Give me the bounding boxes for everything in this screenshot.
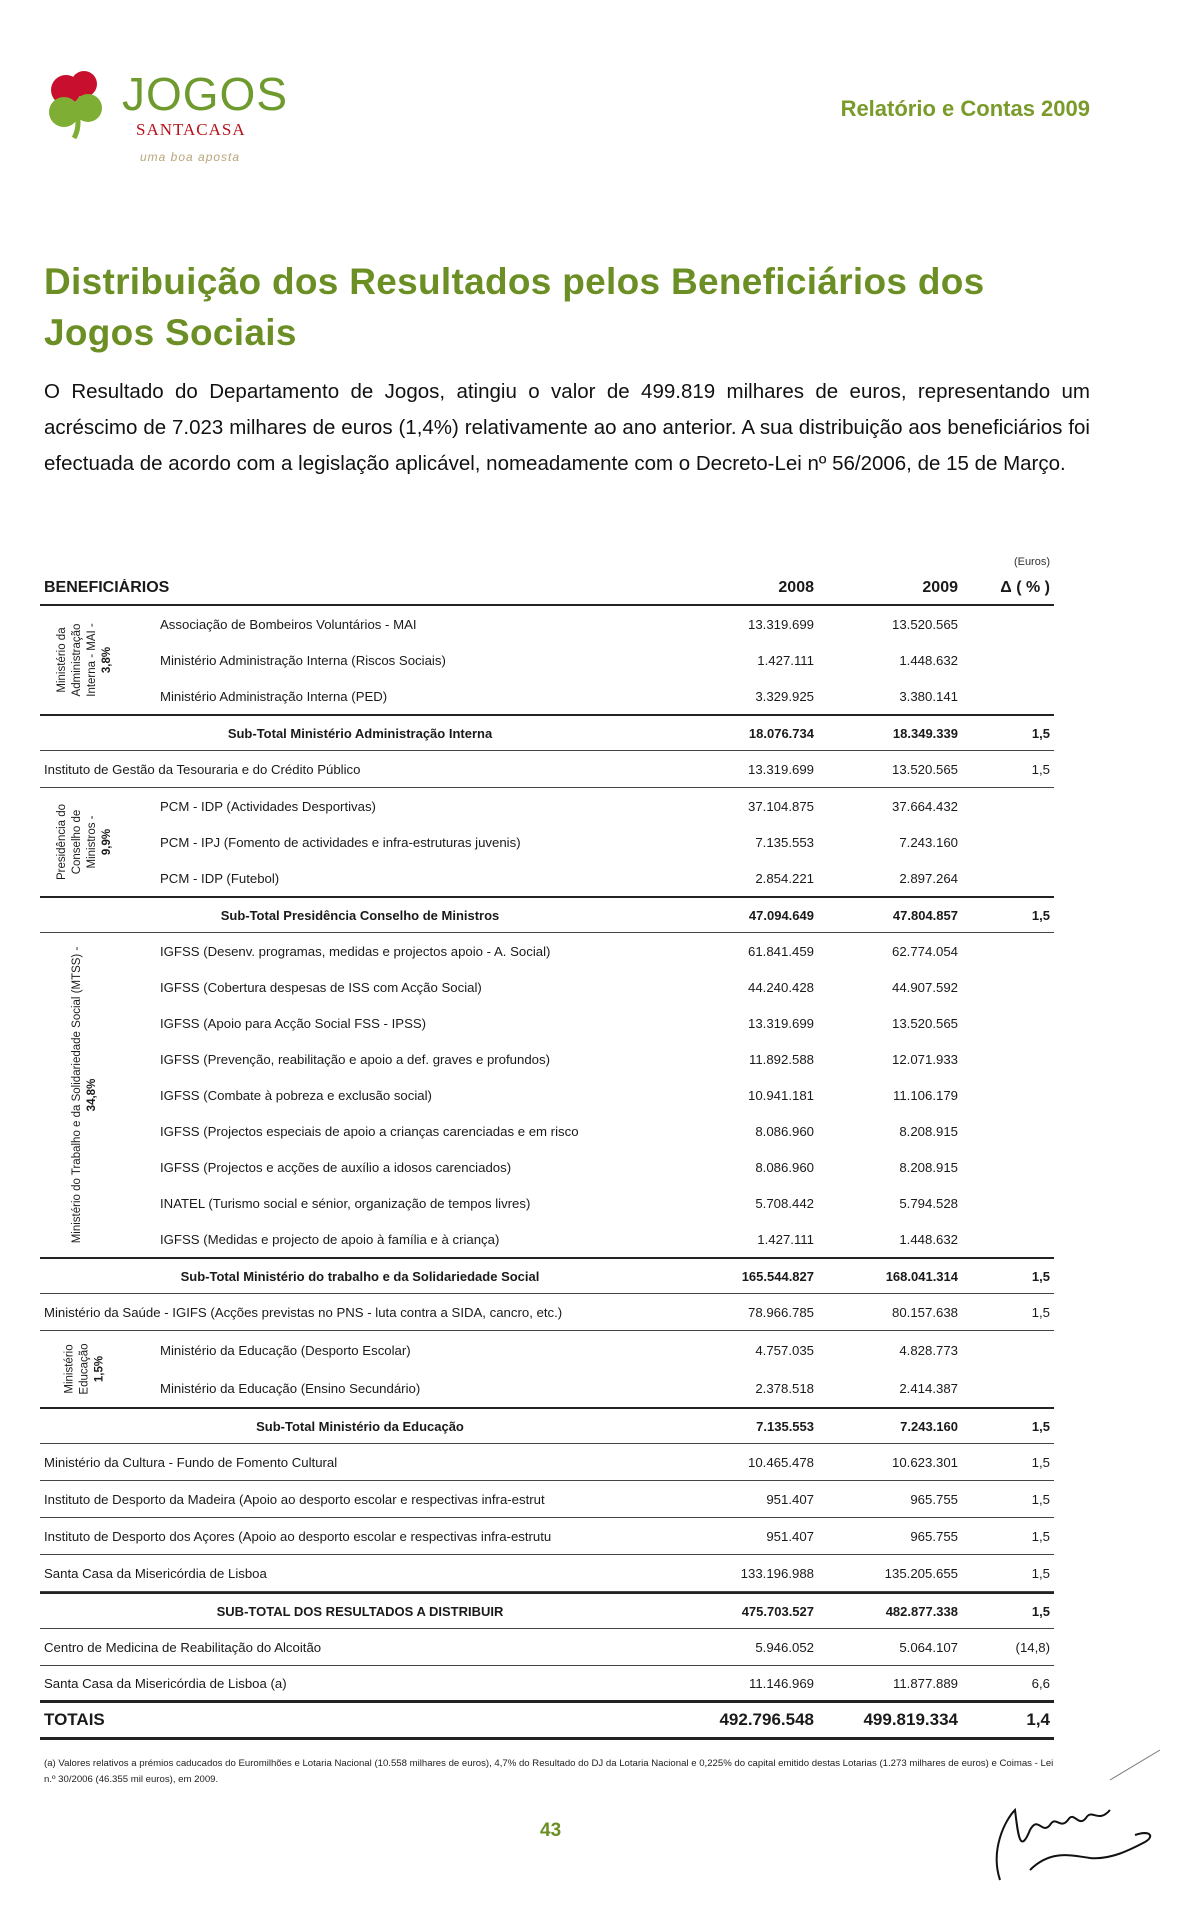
subtotal-label: SUB-TOTAL DOS RESULTADOS A DISTRIBUIR (216, 1603, 504, 1619)
table-row (40, 1666, 1054, 1700)
value-2009: 8.208.915 (899, 1159, 958, 1175)
table-row (40, 933, 1054, 969)
value-2009: 2.897.264 (899, 870, 958, 886)
table-row (40, 1444, 1054, 1481)
table-row-saude (40, 1294, 1054, 1331)
table-row (40, 1113, 1054, 1149)
table-row-igcp (40, 751, 1054, 788)
table-row (40, 1041, 1054, 1077)
handwritten-signature (960, 1740, 1170, 1890)
value-2009: 7.243.160 (899, 834, 958, 850)
intro-paragraph: O Resultado do Departamento de Jogos, atingiu o valor de 499.819 milhares de euros, representando um acréscimo de 7.023 milhares de euros (1,4%) relativamente ao ano anterior. A sua distribuição aos beneficiários foi efectuada de acordo com a legislação aplicável, nomeadamente com o Decreto-Lei nº 56/2006, de 15 de Março. (44, 380, 1090, 475)
value-2009: 5.794.528 (899, 1195, 958, 1211)
value-2009: 62.774.054 (891, 943, 958, 959)
value-2008: 951.407 (766, 1491, 814, 1507)
table-row (40, 1518, 1054, 1555)
row-label: Ministério da Saúde - IGIFS (Acções previstas no PNS - luta contra a SIDA, cancro, etc.) (44, 1304, 563, 1320)
value-2009: 44.907.592 (891, 979, 958, 995)
value-2009: 135.205.655 (884, 1565, 958, 1581)
value-2008: 10.465.478 (747, 1454, 814, 1470)
row-label: IGFSS (Projectos especiais de apoio a crianças carenciadas e em risco (160, 1123, 579, 1139)
jogos-santacasa-logo (44, 62, 304, 172)
row-label: IGFSS (Combate à pobreza e exclusão social) (160, 1087, 432, 1103)
subtotal-row-mai (40, 714, 1054, 751)
table-row (40, 1149, 1054, 1185)
header-2009: 2009 (922, 579, 958, 596)
table-row (40, 1185, 1054, 1221)
value-delta: 1,5 (1031, 1491, 1050, 1507)
value-2008: 1.427.111 (757, 1231, 814, 1247)
value-2009: 499.819.334 (863, 1710, 958, 1729)
row-label: Ministério da Educação (Ensino Secundário) (160, 1380, 421, 1396)
table-row (40, 1369, 1054, 1407)
subtotal-label: Sub-Total Presidência Conselho de Ministros (220, 907, 500, 923)
table-row (40, 642, 1054, 678)
value-2009: 482.877.338 (885, 1603, 958, 1619)
value-2008: 1.427.111 (757, 652, 814, 668)
value-2009: 3.380.141 (899, 688, 958, 704)
brand-name: JOGOS (122, 68, 289, 120)
group-title-mtss: Ministério do Trabalho e da Solidariedade Social (MTSS) - (71, 946, 83, 1244)
value-delta: 1,5 (1031, 1304, 1050, 1320)
value-2008: 44.240.428 (747, 979, 814, 995)
group-title-pcm: Presidência do Conselho de Ministros - (56, 803, 98, 881)
subtotal-row-pcm (40, 896, 1054, 933)
group-title-me: Ministério Educação (63, 1343, 91, 1395)
table-row (40, 969, 1054, 1005)
page-number: 43 (540, 1820, 562, 1841)
row-label: Santa Casa da Misericórdia de Lisboa (a) (44, 1675, 287, 1691)
value-2009: 4.828.773 (899, 1342, 958, 1358)
value-2009: 13.520.565 (891, 761, 958, 777)
value-2009: 1.448.632 (899, 1231, 958, 1247)
value-2008: 37.104.875 (747, 798, 814, 814)
value-2009: 11.877.889 (892, 1675, 958, 1691)
value-2008: 951.407 (766, 1528, 814, 1544)
value-2008: 7.135.553 (755, 834, 814, 850)
value-2008: 133.196.988 (740, 1565, 814, 1581)
value-delta: 1,4 (1026, 1710, 1050, 1729)
value-2008: 492.796.548 (719, 1710, 814, 1729)
table-row (40, 1331, 1054, 1369)
row-label: PCM - IDP (Futebol) (160, 870, 280, 886)
value-2009: 80.157.638 (891, 1304, 958, 1320)
value-2009: 12.071.933 (891, 1051, 958, 1067)
subtotal-row-mtss (40, 1257, 1054, 1294)
row-label: IGFSS (Cobertura despesas de ISS com Acção Social) (160, 979, 482, 995)
row-label: Centro de Medicina de Reabilitação do Alcoitão (44, 1639, 322, 1655)
group-pcm (40, 788, 1054, 896)
value-2008: 61.841.459 (747, 943, 814, 959)
table-row (40, 678, 1054, 714)
table-header (40, 572, 1054, 606)
totals-row (40, 1700, 1054, 1740)
value-2008: 78.966.785 (747, 1304, 814, 1320)
value-2008: 11.892.588 (748, 1051, 814, 1067)
table-row (40, 1629, 1054, 1666)
value-2008: 13.319.699 (747, 616, 814, 632)
brand-tagline: uma boa aposta (140, 150, 241, 164)
totals-label: TOTAIS (44, 1710, 105, 1729)
value-2008: 5.708.442 (755, 1195, 814, 1211)
subtotal-row-results (40, 1592, 1054, 1629)
table-row (40, 860, 1054, 896)
value-2008: 18.076.734 (748, 725, 814, 741)
group-mai (40, 606, 1054, 714)
value-2009: 965.755 (910, 1491, 958, 1507)
value-2009: 2.414.387 (899, 1380, 958, 1396)
row-label: Instituto de Gestão da Tesouraria e do Crédito Público (44, 761, 361, 777)
header-2008: 2008 (778, 579, 814, 596)
group-pct-me: 1,5% (93, 1355, 106, 1383)
row-label: Ministério da Educação (Desporto Escolar) (160, 1342, 411, 1358)
header-beneficiarios: BENEFICIÁRIOS (44, 579, 170, 596)
footnote: (a) Valores relativos a prémios caducados do Euromilhões e Lotaria Nacional (10.558 milhares de euros), 4,7% do Resultado do DJ da Lotaria Nacional e 0,225% do capital emitido destas Lotarias (1.273 milhares de euros) e Coimas - Lei n.º 30/2006 (46.355 mil euros), em 2009. (44, 1758, 1054, 1785)
group-pct-pcm: 9,9% (101, 828, 113, 856)
value-2009: 1.448.632 (899, 652, 958, 668)
group-pct-mtss: 34,8% (86, 1078, 98, 1112)
subtotal-label: Sub-Total Ministério Administração Interna (227, 725, 493, 741)
row-label: Instituto de Desporto da Madeira (Apoio ao desporto escolar e respectivas infra-estrut (44, 1491, 545, 1507)
value-2008: 4.757.035 (755, 1342, 814, 1358)
value-2008: 2.378.518 (755, 1380, 814, 1396)
value-2009: 10.623.301 (891, 1454, 958, 1470)
value-delta: (14,8) (1015, 1639, 1050, 1655)
beneficiaries-table (40, 572, 1054, 1740)
table-row (40, 606, 1054, 642)
table-row (40, 788, 1054, 824)
value-2009: 18.349.339 (892, 725, 958, 741)
row-label: Ministério Administração Interna (Riscos Sociais) (160, 652, 446, 668)
value-2009: 11.106.179 (892, 1087, 958, 1103)
value-2009: 5.064.107 (899, 1639, 958, 1655)
table-row (40, 1005, 1054, 1041)
table-row (40, 1077, 1054, 1113)
row-label: PCM - IDP (Actividades Desportivas) (160, 798, 376, 814)
row-label: Ministério Administração Interna (PED) (160, 688, 388, 704)
row-label: Instituto de Desporto dos Açores (Apoio ao desporto escolar e respectivas infra-estrutu (44, 1528, 552, 1544)
value-2009: 37.664.432 (891, 798, 958, 814)
brand-sub: SANTACASA (136, 120, 246, 139)
value-2009: 8.208.915 (899, 1123, 958, 1139)
group-me (40, 1331, 1054, 1407)
value-2008: 475.703.527 (741, 1603, 814, 1619)
group-mtss (40, 933, 1054, 1257)
value-2008: 3.329.925 (755, 688, 814, 704)
row-label: INATEL (Turismo social e sénior, organização de tempos livres) (160, 1195, 531, 1211)
value-delta: 1,5 (1031, 1528, 1050, 1544)
table-row (40, 1481, 1054, 1518)
value-delta: 1,5 (1031, 1603, 1050, 1619)
value-2008: 13.319.699 (747, 761, 814, 777)
value-2009: 13.520.565 (891, 616, 958, 632)
value-delta: 1,5 (1031, 725, 1050, 741)
subtotal-label: Sub-Total Ministério do trabalho e da Solidariedade Social (180, 1268, 540, 1284)
row-label: IGFSS (Prevenção, reabilitação e apoio a def. graves e profundos) (160, 1051, 550, 1067)
row-label: Associação de Bombeiros Voluntários - MAI (160, 616, 417, 632)
subtotal-label: Sub-Total Ministério da Educação (256, 1418, 464, 1434)
value-2008: 165.544.827 (741, 1268, 814, 1284)
group-title-mai: Ministério da Administração Interna - MAI - (56, 623, 98, 697)
value-2008: 10.941.181 (747, 1087, 814, 1103)
row-label: IGFSS (Medidas e projecto de apoio à família e à criança) (160, 1231, 500, 1247)
clover-logo-icon (44, 68, 116, 140)
value-2009: 168.041.314 (885, 1268, 958, 1284)
value-delta: 1,5 (1031, 907, 1050, 923)
table-row (40, 1555, 1054, 1592)
value-2009: 7.243.160 (900, 1418, 958, 1434)
header-delta: Δ ( % ) (1000, 579, 1050, 596)
value-2008: 8.086.960 (755, 1159, 814, 1175)
value-2009: 13.520.565 (891, 1015, 958, 1031)
group-pct-mai: 3,8% (101, 646, 113, 674)
value-delta: 1,5 (1031, 1268, 1050, 1284)
value-delta: 1,5 (1031, 1454, 1050, 1470)
value-2008: 13.319.699 (747, 1015, 814, 1031)
value-delta: 1,5 (1031, 761, 1050, 777)
value-delta: 1,5 (1031, 1565, 1050, 1581)
value-2008: 5.946.052 (755, 1639, 814, 1655)
value-2009: 965.755 (910, 1528, 958, 1544)
value-2008: 2.854.221 (755, 870, 814, 886)
value-delta: 1,5 (1031, 1418, 1050, 1434)
value-2009: 47.804.857 (892, 907, 958, 923)
table-row (40, 824, 1054, 860)
subtotal-row-me (40, 1407, 1054, 1444)
page-heading: Distribuição dos Resultados pelos Beneficiários dos Jogos Sociais (44, 261, 985, 353)
row-label: IGFSS (Desenv. programas, medidas e projectos apoio - A. Social) (160, 943, 551, 959)
unit-label: (Euros) (1013, 556, 1050, 568)
row-label: Ministério da Cultura - Fundo de Fomento Cultural (44, 1454, 338, 1470)
table-row (40, 1221, 1054, 1257)
row-label: IGFSS (Projectos e acções de auxílio a idosos carenciados) (160, 1159, 512, 1175)
row-label: Santa Casa da Misericórdia de Lisboa (44, 1565, 267, 1581)
report-title: Relatório e Contas 2009 (840, 96, 1090, 121)
value-2008: 8.086.960 (755, 1123, 814, 1139)
value-2008: 47.094.649 (748, 907, 814, 923)
value-2008: 11.146.969 (748, 1675, 814, 1691)
value-delta: 6,6 (1031, 1675, 1050, 1691)
value-2008: 7.135.553 (756, 1418, 814, 1434)
row-label: PCM - IPJ (Fomento de actividades e infra-estruturas juvenis) (160, 834, 521, 850)
row-label: IGFSS (Apoio para Acção Social FSS - IPSS) (160, 1015, 427, 1031)
